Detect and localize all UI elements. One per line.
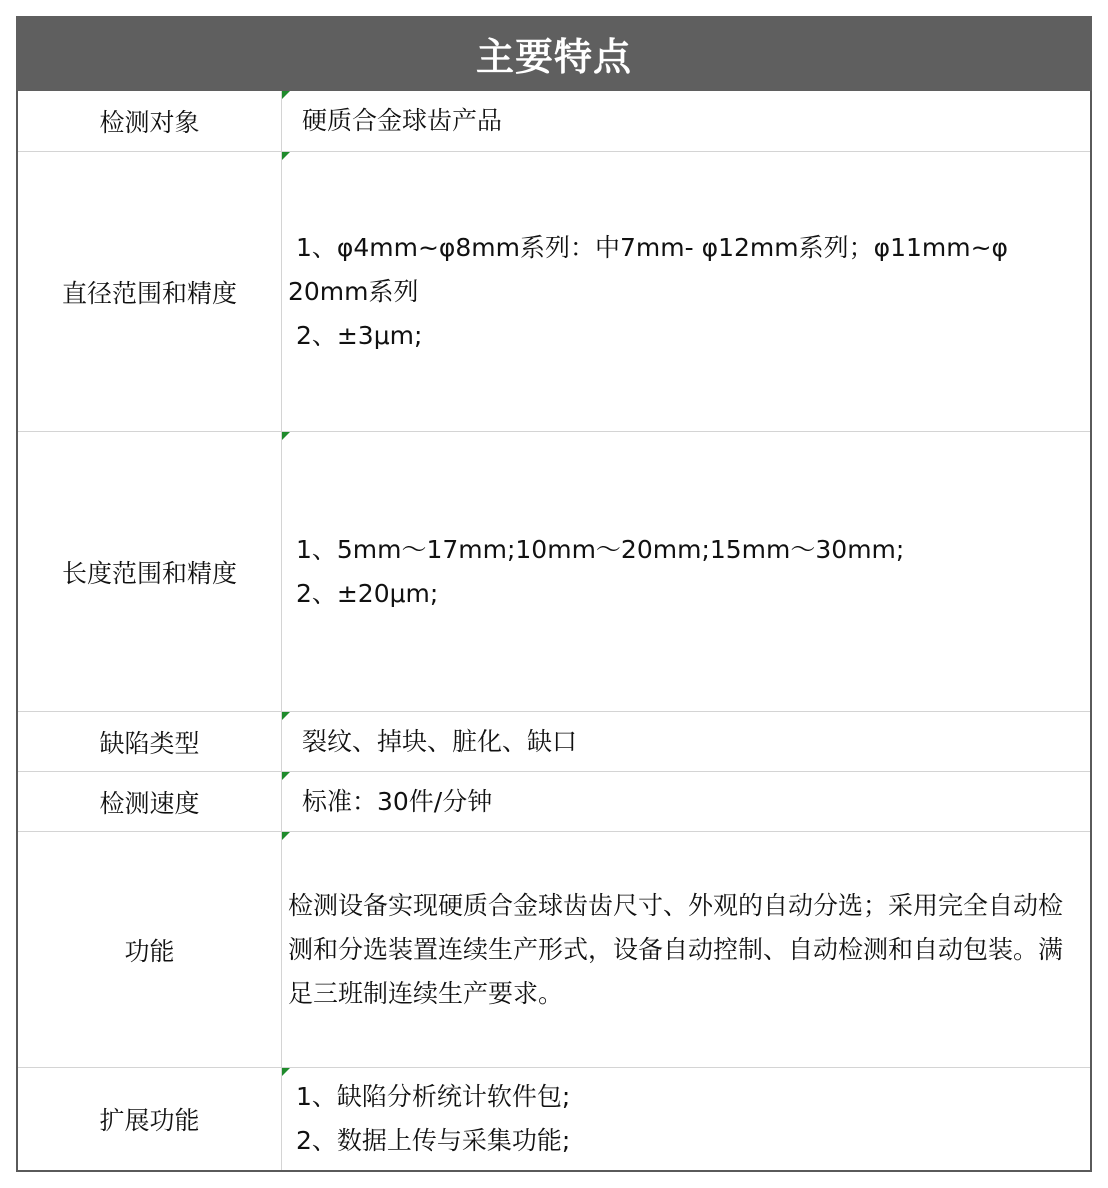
row-label: 检测速度: [18, 772, 282, 831]
table-row: [18, 432, 1090, 712]
row-value-line: 2、数据上传与采集功能;: [288, 1126, 571, 1155]
row-value-line: 2、±20μm;: [288, 578, 439, 608]
row-value: [282, 91, 1090, 151]
row-label: 检测对象: [18, 91, 282, 151]
row-value-line: 1、5mm～17mm;10mm～20mm;15mm～30mm;: [288, 534, 905, 564]
table-row: [18, 712, 1090, 772]
row-label: 功能: [18, 832, 282, 1067]
row-value: [282, 1068, 1090, 1170]
row-value-line: 2、±3μm;: [288, 320, 423, 350]
table-row: [18, 91, 1090, 152]
row-label: 长度范围和精度: [18, 432, 282, 711]
table-row: [18, 152, 1090, 432]
row-value-paragraph: 检测设备实现硬质合金球齿齿尺寸、外观的自动分选；采用完全自动检测和分选装置连续生产形式，设备自动控制、自动检测和自动包装。满足三班制连续生产要求。: [288, 890, 1064, 1008]
row-value-line: 20mm系列: [288, 276, 419, 306]
row-value: [282, 152, 1090, 431]
table-title-bar: [16, 16, 1092, 91]
row-value-line: 1、φ4mm~φ8mm系列：中7mm- φ12mm系列；φ11mm~φ: [288, 232, 1009, 262]
row-value: [282, 832, 1090, 1067]
row-value: [282, 772, 1090, 831]
table-row: [18, 1068, 1090, 1170]
table-title: 主要特点: [475, 35, 632, 79]
row-value: [282, 432, 1090, 711]
table-row: [18, 772, 1090, 832]
row-label: 直径范围和精度: [18, 152, 282, 431]
row-value-text: 裂纹、掉块、脏化、缺口: [302, 726, 578, 756]
row-label: 扩展功能: [18, 1068, 282, 1170]
row-value-text: 硬质合金球齿产品: [302, 106, 503, 135]
row-value-line: 1、缺陷分析统计软件包;: [288, 1082, 571, 1111]
table-row: [18, 832, 1090, 1068]
row-value: [282, 712, 1090, 771]
row-label: 缺陷类型: [18, 712, 282, 771]
row-value-text: 标准：30件/分钟: [302, 786, 493, 816]
